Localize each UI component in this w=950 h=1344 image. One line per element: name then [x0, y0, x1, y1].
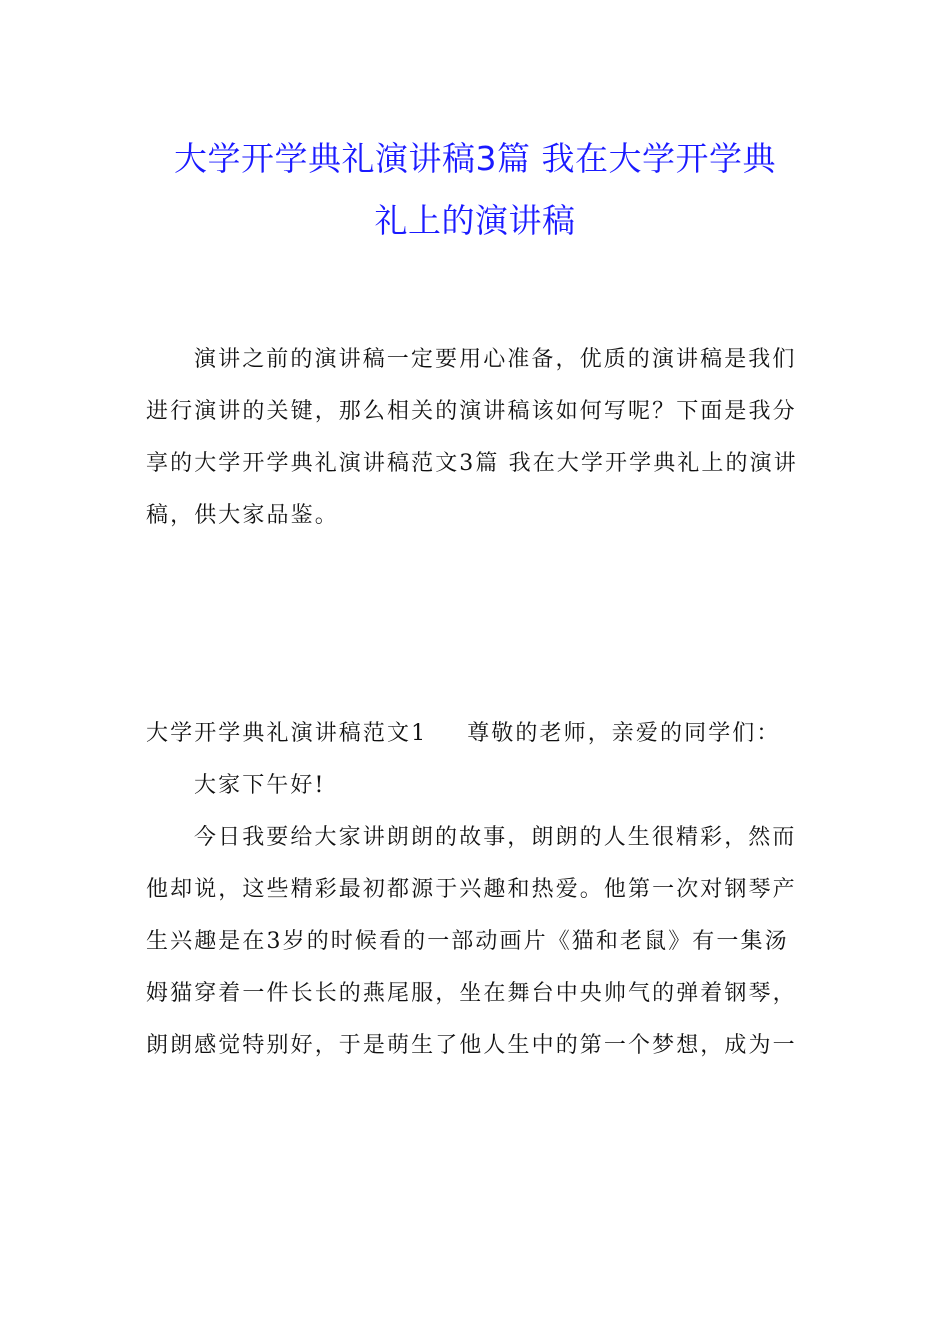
document-title: [120, 128, 830, 252]
title-line-2: 礼上的演讲稿: [374, 201, 576, 240]
body-line: 生兴趣是在3岁的时候看的一部动画片《猫和老鼠》有一集汤: [146, 929, 789, 954]
intro-line: 稿，供大家品鉴。: [146, 503, 339, 528]
intro-line: 享的大学开学典礼演讲稿范文3篇 我在大学开学典礼上的演讲: [146, 451, 798, 476]
body-line: 姆猫穿着一件长长的燕尾服，坐在舞台中央帅气的弹着钢琴，: [146, 981, 797, 1006]
body-line: 朗朗感觉特别好，于是萌生了他人生中的第一个梦想，成为一: [146, 1033, 797, 1058]
body-line: 今日我要给大家讲朗朗的故事，朗朗的人生很精彩，然而: [194, 825, 797, 850]
body-line: 他却说，这些精彩最初都源于兴趣和热爱。他第一次对钢琴产: [146, 877, 797, 902]
intro-line: 进行演讲的关键，那么相关的演讲稿该如何写呢？下面是我分: [146, 399, 797, 424]
greeting: 大家下午好!: [194, 773, 326, 798]
section-1: [146, 708, 806, 1072]
intro-line: 演讲之前的演讲稿一定要用心准备，优质的演讲稿是我们: [194, 347, 797, 372]
title-line-1: 大学开学典礼演讲稿3篇 我在大学开学典: [174, 139, 776, 178]
salutation: 尊敬的老师，亲爱的同学们：: [467, 721, 781, 746]
section-heading-line: [146, 708, 806, 760]
section-heading: 大学开学典礼演讲稿范文1: [146, 721, 428, 746]
intro-paragraph: [146, 334, 806, 542]
